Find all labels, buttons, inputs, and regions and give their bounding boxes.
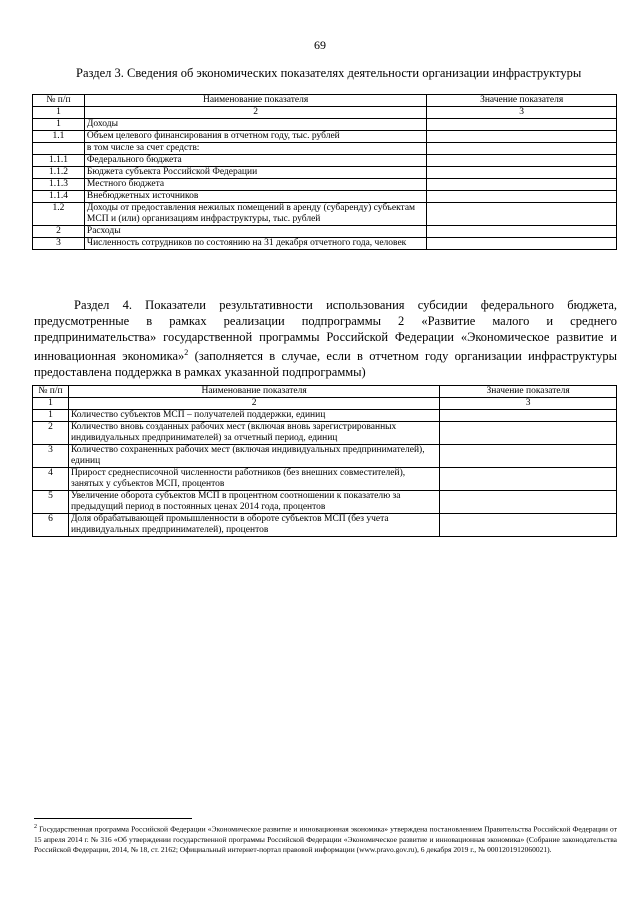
footnote-divider xyxy=(34,818,192,819)
row-name: Расходы xyxy=(84,226,426,238)
row-name: в том числе за счет средств: xyxy=(84,143,426,155)
table-row xyxy=(33,119,617,131)
row-num: 1 xyxy=(33,119,85,131)
row-name: Внебюджетных источников xyxy=(84,191,426,203)
header-value: Значение показателя xyxy=(440,386,617,398)
row-name: Объем целевого финансирования в отчетном году, тыс. рублей xyxy=(84,131,426,143)
row-num: 1.1.1 xyxy=(33,155,85,167)
row-value xyxy=(427,191,617,203)
table-row xyxy=(33,143,617,155)
row-value xyxy=(427,119,617,131)
row-name: Количество субъектов МСП – получателей поддержки, единиц xyxy=(68,410,439,422)
col-number: 1 xyxy=(33,107,85,119)
section3-title: Раздел 3. Сведения об экономических показателях деятельности организации инфраструктуры xyxy=(76,66,582,80)
page-number: 69 xyxy=(314,38,326,52)
row-num: 5 xyxy=(33,491,69,514)
row-name: Местного бюджета xyxy=(84,179,426,191)
table-row xyxy=(33,167,617,179)
table-row xyxy=(33,131,617,143)
row-value xyxy=(427,155,617,167)
header-num: № п/п xyxy=(33,386,69,398)
table-row xyxy=(33,226,617,238)
footnote xyxy=(34,822,617,855)
row-name: Количество вновь созданных рабочих мест (включая вновь зарегистрированных индивидуальных предпринимателей) за отчетный период, единиц xyxy=(68,422,439,445)
header-name: Наименование показателя xyxy=(84,95,426,107)
table-row xyxy=(33,445,617,468)
col-number: 3 xyxy=(440,398,617,410)
table-row xyxy=(33,238,617,250)
col-number: 2 xyxy=(68,398,439,410)
row-num: 1.1.3 xyxy=(33,179,85,191)
row-value xyxy=(427,226,617,238)
section4-heading-paragraph xyxy=(34,297,617,380)
section4-text-end: (заполняется в случае, если в отчетном году организации инфраструктуры предоставлена поддержка в рамках указанной подпрограммы) xyxy=(34,349,617,380)
row-value xyxy=(427,143,617,155)
table-row xyxy=(33,514,617,537)
table-row xyxy=(33,491,617,514)
row-name: Количество сохраненных рабочих мест (включая индивидуальных предпринимателей), единиц xyxy=(68,445,439,468)
row-name: Прирост среднесписочной численности работников (без внешних совместителей), занятых у субъектов МСП, процентов xyxy=(68,468,439,491)
row-num xyxy=(33,143,85,155)
header-value: Значение показателя xyxy=(427,95,617,107)
row-num: 3 xyxy=(33,238,85,250)
row-name: Федерального бюджета xyxy=(84,155,426,167)
table-header-row xyxy=(33,95,617,107)
section3-table xyxy=(32,94,617,250)
row-num: 2 xyxy=(33,422,69,445)
table-row xyxy=(33,422,617,445)
row-name: Бюджета субъекта Российской Федерации xyxy=(84,167,426,179)
table-row xyxy=(33,468,617,491)
col-number: 1 xyxy=(33,398,69,410)
column-number-row xyxy=(33,398,617,410)
row-value xyxy=(427,203,617,226)
col-number: 3 xyxy=(427,107,617,119)
row-value xyxy=(427,179,617,191)
row-num: 1.1 xyxy=(33,131,85,143)
row-value xyxy=(440,514,617,537)
table-row xyxy=(33,155,617,167)
row-value xyxy=(440,491,617,514)
table-row xyxy=(33,410,617,422)
row-name: Доля обрабатывающей промышленности в обороте субъектов МСП (без учета индивидуальных предпринимателей), процентов xyxy=(68,514,439,537)
row-value xyxy=(440,410,617,422)
row-value xyxy=(440,468,617,491)
row-name: Доходы xyxy=(84,119,426,131)
row-value xyxy=(427,131,617,143)
row-num: 4 xyxy=(33,468,69,491)
table-header-row xyxy=(33,386,617,398)
row-name: Увеличение оборота субъектов МСП в процентном соотношении к показателю за предыдущий период в постоянных ценах 2014 года, процентов xyxy=(68,491,439,514)
footnote-reference: 2 xyxy=(184,348,189,357)
section4-text-start: Раздел 4. Показатели результативности использования субсидии федерального бюджета, предусмотренные в рамках реализации подпрограммы 2 «Развитие малого и среднего предпринимательства» государственной программы Российской Федерации «Экономическое развитие и инновационная экономика» xyxy=(34,298,617,364)
header-name: Наименование показателя xyxy=(68,386,439,398)
row-value xyxy=(440,445,617,468)
row-num: 2 xyxy=(33,226,85,238)
column-number-row xyxy=(33,107,617,119)
header-num: № п/п xyxy=(33,95,85,107)
row-num: 1.2 xyxy=(33,203,85,226)
table-row xyxy=(33,179,617,191)
row-num: 6 xyxy=(33,514,69,537)
table-row xyxy=(33,191,617,203)
footnote-marker: 2 xyxy=(34,824,37,830)
row-num: 3 xyxy=(33,445,69,468)
row-num: 1.1.2 xyxy=(33,167,85,179)
section4-table xyxy=(32,385,617,537)
row-value xyxy=(427,238,617,250)
row-name: Доходы от предоставления нежилых помещений в аренду (субаренду) субъектам МСП и (или) организациям инфраструктуры, тыс. рублей xyxy=(84,203,426,226)
row-value xyxy=(440,422,617,445)
row-name: Численность сотрудников по состоянию на 31 декабря отчетного года, человек xyxy=(84,238,426,250)
row-num: 1 xyxy=(33,410,69,422)
col-number: 2 xyxy=(84,107,426,119)
row-num: 1.1.4 xyxy=(33,191,85,203)
row-value xyxy=(427,167,617,179)
table-row xyxy=(33,203,617,226)
footnote-text: Государственная программа Российской Федерации «Экономическое развитие и инновационная экономика» утверждена постановлением Правительства Российской Федерации от 15 апреля 2014 г. № 316 «Об утверждении государственной программы Российской Федерации «Экономическое развитие и инновационная экономика» (Собрание законодательства Российской Федерации, 2014, № 18, ст. 2162; Официальный интернет-портал правовой информации (www.pravo.gov.ru), 6 декабря 2019 г., № 0001201912060021). xyxy=(34,824,617,854)
